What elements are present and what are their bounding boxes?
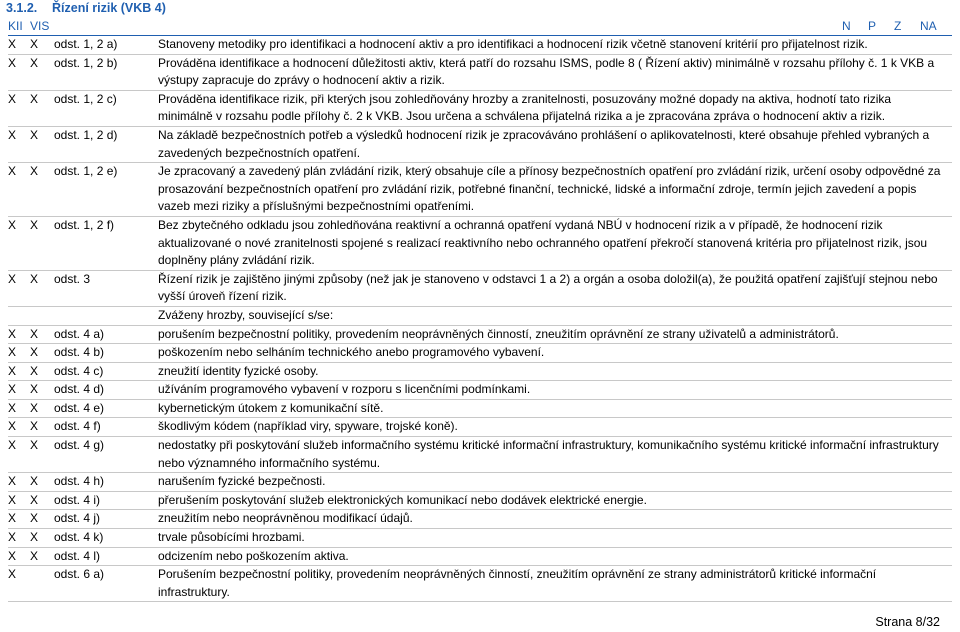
row-kii-mark: X	[8, 55, 17, 70]
row-vis-mark: X	[30, 474, 39, 489]
row-requirement-text: škodlivým kódem (například viry, spyware, trojské koně).	[158, 419, 458, 434]
header-p: P	[868, 19, 877, 33]
row-reference: odst. 4 d)	[54, 382, 105, 397]
row-kii-mark: X	[8, 164, 17, 179]
row-vis-mark: X	[30, 217, 39, 232]
row-reference: odst. 4 l)	[54, 548, 101, 563]
row-reference: odst. 4 j)	[54, 511, 101, 526]
row-vis-mark: X	[30, 363, 39, 378]
row-requirement-text: odcizením nebo poškozením aktiva.	[158, 548, 349, 563]
row-requirement-text: zneužití identity fyzické osoby.	[158, 363, 319, 378]
row-vis-mark: X	[30, 164, 39, 179]
row-reference: odst. 1, 2 f)	[54, 217, 115, 232]
table-row	[8, 344, 952, 363]
row-kii-mark: X	[8, 567, 17, 582]
row-kii-mark: X	[8, 548, 17, 563]
row-requirement-text: přerušením poskytování služeb elektronických komunikací nebo dodávek elektrické energie.	[158, 492, 647, 507]
row-kii-mark: X	[8, 363, 17, 378]
section-title: Řízení rizik (VKB 4)	[52, 1, 166, 15]
row-reference: odst. 4 f)	[54, 419, 101, 434]
table-row	[8, 91, 952, 127]
table-row	[8, 381, 952, 400]
header-vis: VIS	[30, 19, 50, 33]
table-row	[8, 418, 952, 437]
table-row	[8, 217, 952, 271]
row-reference: odst. 4 k)	[54, 530, 104, 545]
row-kii-mark: X	[8, 438, 17, 453]
row-kii-mark: X	[8, 326, 17, 341]
row-kii-mark: X	[8, 400, 17, 415]
table-row	[8, 548, 952, 567]
row-reference: odst. 1, 2 c)	[54, 91, 117, 106]
row-vis-mark: X	[30, 530, 39, 545]
row-vis-mark: X	[30, 419, 39, 434]
section-number: 3.1.2.	[6, 1, 38, 15]
row-kii-mark: X	[8, 419, 17, 434]
row-vis-mark: X	[30, 400, 39, 415]
header-kii: KII	[8, 19, 23, 33]
row-requirement-text: narušením fyzické bezpečnosti.	[158, 474, 326, 489]
row-kii-mark: X	[8, 127, 17, 142]
table-row	[8, 529, 952, 548]
row-requirement-text: Na základě bezpečnostních potřeb a výsledků hodnocení rizik je zpracováváno prohlášení o aplikovatelnosti, které obsahuje přehled vybraných a zavedených bezpečnostních opatření.	[158, 127, 930, 160]
requirements-table	[8, 18, 952, 602]
row-requirement-text: nedostatky při poskytování služeb informačního systému kritické informační infrastruktury, komunikačního systému kritické informační infrastruktury nebo významného informačního systému.	[158, 438, 939, 470]
header-status-columns	[842, 18, 952, 35]
row-reference: odst. 4 i)	[54, 492, 101, 507]
header-n: N	[842, 19, 851, 33]
row-reference: odst. 1, 2 e)	[54, 164, 118, 179]
row-vis-mark: X	[30, 55, 39, 70]
table-row	[8, 307, 952, 326]
row-kii-mark: X	[8, 345, 17, 360]
row-requirement-text: porušením bezpečnostní politiky, provedením neoprávněných činností, zneužitím oprávnění ze strany uživatelů a administrátorů.	[158, 326, 839, 341]
row-requirement-text: Bez zbytečného odkladu jsou zohledňována reaktivní a ochranná opatření vydaná NBÚ v hodnocení rizik a v případě, že hodnocení rizik aktualizované o nové zranitelnosti spojené s realizací reaktivního nebo ochranného opatření překročí stanovená kritéria pro přijatelnost rizik, jsou doplněny plány zvládání rizik.	[158, 217, 928, 268]
row-reference: odst. 4 a)	[54, 326, 105, 341]
row-requirement-text: poškozením nebo selháním technického anebo programového vybavení.	[158, 345, 545, 360]
page-number: Strana 8/32	[875, 615, 940, 629]
row-vis-mark: X	[30, 511, 39, 526]
row-reference: odst. 6 a)	[54, 567, 105, 582]
row-reference: odst. 1, 2 d)	[54, 127, 118, 142]
row-vis-mark: X	[30, 37, 39, 51]
row-kii-mark: X	[8, 271, 17, 286]
row-requirement-text: Stanoveny metodiky pro identifikaci a hodnocení aktiv a pro identifikaci a hodnocení rizik včetně stanovení kritérií pro přijatelnost rizik.	[158, 37, 868, 51]
table-row	[8, 271, 952, 307]
row-requirement-text: zneužitím nebo neoprávněnou modifikací údajů.	[158, 511, 413, 526]
table-row	[8, 566, 952, 602]
row-reference: odst. 1, 2 a)	[54, 37, 118, 51]
row-kii-mark: X	[8, 530, 17, 545]
row-reference: odst. 4 c)	[54, 363, 104, 378]
table-row	[8, 36, 952, 55]
table-header	[8, 18, 952, 36]
row-reference: odst. 1, 2 b)	[54, 55, 118, 70]
row-vis-mark: X	[30, 382, 39, 397]
row-requirement-text: Porušením bezpečnostní politiky, provedením neoprávněných činností, zneužitím oprávnění ze strany administrátorů kritické informační infrastruktury.	[158, 567, 877, 599]
row-kii-mark: X	[8, 511, 17, 526]
row-vis-mark: X	[30, 492, 39, 507]
row-reference: odst. 4 e)	[54, 400, 105, 415]
table-row	[8, 363, 952, 382]
table-body	[8, 36, 952, 602]
row-requirement-text: Prováděna identifikace a hodnocení důležitosti aktiv, která patří do rozsahu ISMS, podle 8 ( Řízení aktiv) minimálně v rozsahu přílohy č. 1 k VKB a výstupy zapracuje do zprávy o hodnocení aktiv a rizik.	[158, 55, 935, 88]
row-kii-mark: X	[8, 492, 17, 507]
row-kii-mark: X	[8, 217, 17, 232]
row-vis-mark: X	[30, 326, 39, 341]
row-kii-mark: X	[8, 474, 17, 489]
row-vis-mark: X	[30, 548, 39, 563]
row-reference: odst. 4 g)	[54, 438, 105, 453]
table-row	[8, 492, 952, 511]
table-row	[8, 163, 952, 217]
row-reference: odst. 4 h)	[54, 474, 105, 489]
row-requirement-text: Zváženy hrozby, související s/se:	[158, 307, 334, 322]
row-kii-mark: X	[8, 37, 17, 51]
header-na: NA	[920, 19, 937, 33]
table-row	[8, 55, 952, 91]
row-vis-mark: X	[30, 271, 39, 286]
table-row	[8, 473, 952, 492]
row-vis-mark: X	[30, 91, 39, 106]
row-vis-mark: X	[30, 345, 39, 360]
row-reference: odst. 3	[54, 271, 91, 286]
row-requirement-text: kybernetickým útokem z komunikační sítě.	[158, 400, 384, 415]
row-reference: odst. 4 b)	[54, 345, 105, 360]
row-kii-mark: X	[8, 382, 17, 397]
table-row	[8, 127, 952, 163]
row-vis-mark: X	[30, 438, 39, 453]
table-row	[8, 510, 952, 529]
row-requirement-text: trvale působícími hrozbami.	[158, 530, 305, 545]
table-row	[8, 400, 952, 419]
section-heading	[6, 0, 266, 16]
row-requirement-text: Je zpracovaný a zavedený plán zvládání rizik, který obsahuje cíle a přínosy bezpečnostních opatření pro zvládání rizik, určení osoby odpovědné za prosazování bezpečnostních opatření pro zvládání rizik, potřebné finanční, technické, lidské a informační zdroje, termín jejich zavedení a popis vazeb mezi riziky a příslušnými bezpečnostními opatřeními.	[158, 164, 941, 214]
header-z: Z	[894, 19, 902, 33]
row-requirement-text: užíváním programového vybavení v rozporu s licenčními podmínkami.	[158, 382, 531, 397]
table-row	[8, 437, 952, 473]
row-kii-mark: X	[8, 91, 17, 106]
row-requirement-text: Řízení rizik je zajištěno jinými způsoby (než jak je stanoveno v odstavci 1 a 2) a orgán a osoba doložil(a), že použitá opatření zajišťují stejnou nebo vyšší úroveň řízení rizik.	[158, 271, 938, 304]
row-requirement-text: Prováděna identifikace rizik, při kterých jsou zohledňovány hrozby a zranitelnosti, posuzovány možné dopady na aktiva, hodnotí tato rizika minimálně v rozsahu podle přílohy č. 2 k VKB. Jsou určena a schválena přijatelná rizika a je zpracována zpráva o hodnocení aktiv a rizik.	[158, 91, 892, 124]
row-vis-mark: X	[30, 127, 39, 142]
table-row	[8, 326, 952, 345]
